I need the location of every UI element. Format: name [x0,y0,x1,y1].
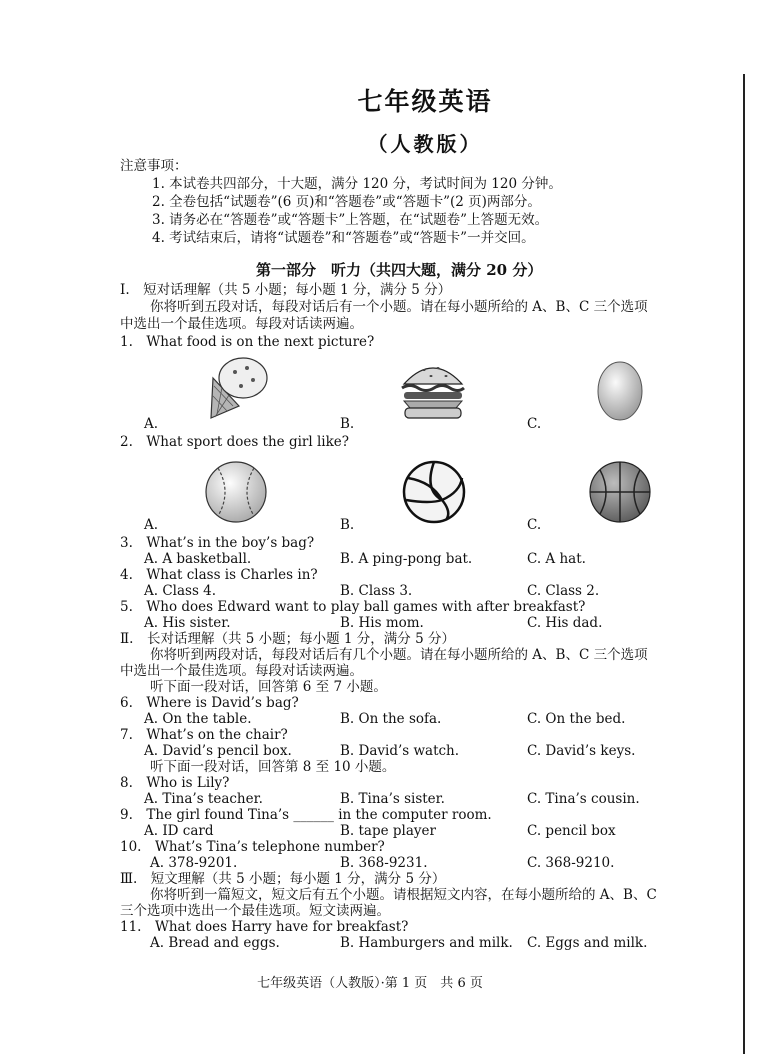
hamburger-icon [398,356,468,422]
question-9: 9. The girl found Tina’s ______ in the computer room. [120,807,492,823]
page-footer: 七年级英语（人教版）·第 1 页 共 6 页 [257,976,483,991]
question-5: 5. Who does Edward want to play ball games with after breakfast? [120,599,586,615]
option-b: B. [340,416,355,432]
question-8: 8. Who is Lily? [120,775,230,791]
option-a: A. [144,416,159,432]
notes-item: 2. 全卷包括“试题卷”(6 页)和“答题卷”或“答题卡”(2 页)两部分。 [152,194,541,210]
section3-title: Ⅲ. 短文理解（共 5 小题；每小题 1 分，满分 5 分） [120,871,446,887]
option-b: B. Tina’s sister. [340,791,445,807]
option-c: C. Eggs and milk. [527,935,648,951]
question-3: 3. What’s in the boy’s bag? [120,535,315,551]
option-c: C. 368-9210. [527,855,615,871]
question-2: 2. What sport does the girl like? [120,434,350,450]
page-subtitle: （人教版） [367,132,483,156]
ice-cream-icon [205,356,271,422]
option-c: C. pencil box [527,823,616,839]
question-10: 10. What’s Tina’s telephone number? [120,839,385,855]
section1-instructions: 中选出一个最佳选项。每段对话读两遍。 [120,316,363,332]
option-c: C. A hat. [527,551,586,567]
question-1: 1. What food is on the next picture? [120,334,375,350]
section3-instructions: 三个选项中选出一个最佳选项。短文读两遍。 [120,903,390,919]
option-c: C. David’s keys. [527,743,636,759]
notes-item: 4. 考试结束后，请将“试题卷”和“答题卷”或“答题卡”一并交回。 [152,230,535,246]
option-b: B. A ping-pong bat. [340,551,473,567]
page-title: 七年级英语 [357,87,493,116]
option-a: A. David’s pencil box. [144,743,292,759]
section2-subinstruction: 听下面一段对话，回答第 8 至 10 小题。 [150,759,396,775]
option-b: B. tape player [340,823,436,839]
option-a: A. Class 4. [144,583,217,599]
option-b: B. 368-9231. [340,855,428,871]
notes-item: 3. 请务必在“答题卷”或“答题卡”上答题，在“试题卷”上答题无效。 [152,212,549,228]
basketball-icon [588,460,652,524]
part1-heading: 第一部分 听力（共四大题，满分 20 分） [256,261,543,279]
question-7: 7. What’s on the chair? [120,727,288,743]
section2-title: Ⅱ. 长对话理解（共 5 小题；每小题 1 分，满分 5 分） [120,631,455,647]
option-c: C. Class 2. [527,583,600,599]
section2-instructions: 中选出一个最佳选项。每段对话读两遍。 [120,663,363,679]
volleyball-icon [402,460,466,524]
option-c: C. Tina’s cousin. [527,791,640,807]
option-a: A. His sister. [144,615,231,631]
notes-heading: 注意事项： [120,158,188,174]
question-4: 4. What class is Charles in? [120,567,318,583]
option-a: A. [144,517,159,533]
section3-instructions: 你将听到一篇短文，短文后有五个小题。请根据短文内容，在每小题所给的 A、B、C [150,887,657,903]
option-c: C. On the bed. [527,711,626,727]
option-c: C. [527,416,542,432]
option-b: B. [340,517,355,533]
baseball-icon [204,460,268,524]
option-a: A. ID card [144,823,214,839]
option-a: A. Tina’s teacher. [144,791,263,807]
section2-instructions: 你将听到两段对话，每段对话后有几个小题。请在每小题所给的 A、B、C 三个选项 [150,647,648,663]
option-a: A. On the table. [144,711,252,727]
option-b: B. His mom. [340,615,424,631]
question-6: 6. Where is David’s bag? [120,695,299,711]
egg-icon [594,356,646,422]
section1-instructions: 你将听到五段对话，每段对话后有一个小题。请在每小题所给的 A、B、C 三个选项 [150,299,648,315]
option-c: C. His dad. [527,615,603,631]
option-b: B. Class 3. [340,583,413,599]
option-a: A. 378-9201. [150,855,238,871]
option-b: B. Hamburgers and milk. [340,935,513,951]
option-b: B. David’s watch. [340,743,460,759]
question-11: 11. What does Harry have for breakfast? [120,919,409,935]
section1-title: Ⅰ. 短对话理解（共 5 小题；每小题 1 分，满分 5 分） [120,282,452,298]
notes-item: 1. 本试卷共四部分，十大题，满分 120 分，考试时间为 120 分钟。 [152,176,562,192]
option-a: A. Bread and eggs. [150,935,280,951]
page-margin-line [743,74,745,1054]
option-a: A. A basketball. [144,551,252,567]
option-b: B. On the sofa. [340,711,442,727]
section2-subinstruction: 听下面一段对话，回答第 6 至 7 小题。 [150,679,387,695]
option-c: C. [527,517,542,533]
